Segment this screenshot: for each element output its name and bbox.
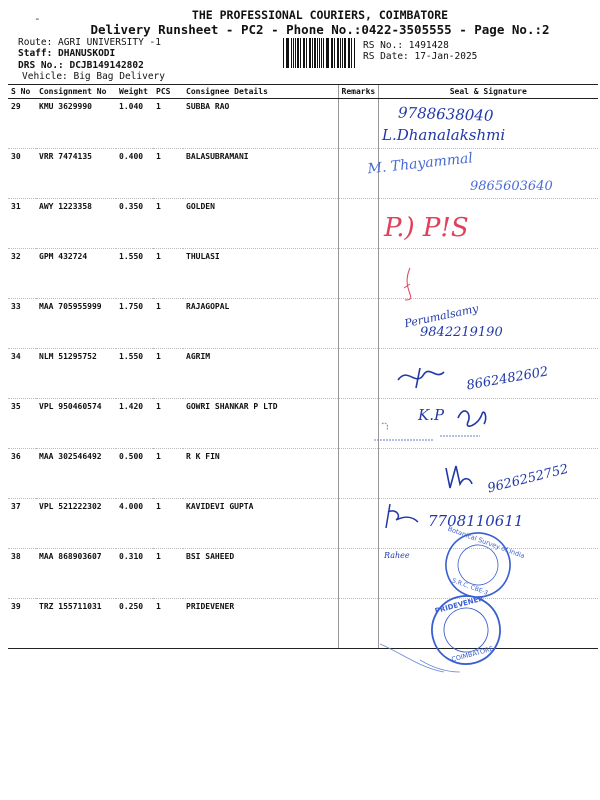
barcode-bar: [351, 38, 352, 68]
cell-sno: 31: [8, 199, 36, 249]
cell-remarks: [338, 449, 378, 499]
rs-number: RS No.: 1491428: [363, 40, 449, 51]
col-pcs: PCS: [153, 85, 183, 99]
cell-consignment: MAA 302546492: [36, 449, 116, 499]
barcode-bar: [310, 38, 311, 68]
r29-phone-handwriting: 9788638040: [397, 103, 494, 125]
cell-pcs: 1: [153, 299, 183, 349]
cell-remarks: [338, 199, 378, 249]
col-signature: Seal & Signature: [378, 85, 598, 99]
cell-weight: 0.250: [116, 599, 153, 649]
company-title: THE PROFESSIONAL COURIERS, COIMBATORE: [191, 8, 449, 22]
cell-consignment: MAA 705955999: [36, 299, 116, 349]
cell-consignee: RAJAGOPAL: [183, 299, 338, 349]
table-row: [8, 599, 598, 649]
cell-pcs: 1: [153, 549, 183, 599]
cell-pcs: 1: [153, 349, 183, 399]
r33-phone-handwriting: 9842219190: [420, 325, 503, 340]
cell-pcs: 1: [153, 149, 183, 199]
barcode-bar: [319, 38, 320, 68]
cell-remarks: [338, 149, 378, 199]
cell-remarks: [338, 549, 378, 599]
cell-weight: 0.310: [116, 549, 153, 599]
cell-consignment: MAA 868903607: [36, 549, 116, 599]
table-row: [8, 99, 598, 149]
cell-sno: 38: [8, 549, 36, 599]
barcode-bar: [345, 38, 346, 68]
cell-sno: 30: [8, 149, 36, 199]
barcode-bar: [283, 38, 284, 68]
cell-signature: [378, 249, 598, 299]
cell-consignee: KAVIDEVI GUPTA: [183, 499, 338, 549]
table-row: [8, 249, 598, 299]
r37-phone-handwriting: 7708110611: [428, 512, 524, 530]
r30-name-handwriting: M. Thayammal: [366, 150, 474, 178]
cell-sno: 33: [8, 299, 36, 349]
cell-consignment: VRR 7474135: [36, 149, 116, 199]
cell-weight: 0.400: [116, 149, 153, 199]
col-consignment: Consignment No: [36, 85, 116, 99]
cell-pcs: 1: [153, 599, 183, 649]
cell-signature: [378, 449, 598, 499]
cell-consignment: KMU 3629990: [36, 99, 116, 149]
cell-signature: [378, 349, 598, 399]
col-consignee: Consignee Details: [183, 85, 338, 99]
cell-signature: [378, 499, 598, 549]
barcode-bar: [328, 38, 329, 68]
cell-consignment: NLM 51295752: [36, 349, 116, 399]
table-row: [8, 449, 598, 499]
r34-phone-handwriting: 8662482602: [465, 364, 550, 394]
barcode-bar: [321, 38, 322, 68]
rs-date: RS Date: 17-Jan-2025: [363, 51, 478, 62]
cell-sno: 29: [8, 99, 36, 149]
cell-weight: 1.750: [116, 299, 153, 349]
cell-consignee: BALASUBRAMANI: [183, 149, 338, 199]
cell-sno: 39: [8, 599, 36, 649]
cell-sno: 37: [8, 499, 36, 549]
barcode-bar: [332, 38, 333, 68]
table-row: [8, 299, 598, 349]
vehicle-label: Vehicle: Big Bag Delivery: [22, 71, 165, 82]
barcode: [283, 38, 355, 68]
col-remarks: Remarks: [338, 85, 378, 99]
barcode-bar: [288, 38, 289, 68]
cell-signature: [378, 549, 598, 599]
r33-name-handwriting: Perumalsamy: [403, 301, 480, 331]
cell-consignment: GPM 432724: [36, 249, 116, 299]
r35-mark-handwriting: K.P: [418, 406, 445, 424]
cell-consignee: SUBBA RAO: [183, 99, 338, 149]
cell-signature: [378, 599, 598, 649]
col-weight: Weight: [116, 85, 153, 99]
cell-consignment: VPL 521222302: [36, 499, 116, 549]
r36-phone-handwriting: 9626252752: [486, 461, 570, 497]
barcode-bar: [304, 38, 305, 68]
barcode-bar: [338, 38, 339, 68]
cell-consignee: AGRIM: [183, 349, 338, 399]
cell-signature: [378, 299, 598, 349]
cell-consignee: GOWRI SHANKAR P LTD: [183, 399, 338, 449]
cell-weight: 4.000: [116, 499, 153, 549]
table-row: [8, 549, 598, 599]
r30-phone-handwriting: 9865603640: [470, 179, 553, 194]
r29-name-handwriting: L.Dhanalakshmi: [382, 126, 506, 144]
cell-pcs: 1: [153, 399, 183, 449]
staff-label: Staff: DHANUSKODI: [18, 48, 116, 59]
table-row: [8, 199, 598, 249]
cell-remarks: [338, 399, 378, 449]
table-row: [8, 499, 598, 549]
cell-consignment: VPL 950460574: [36, 399, 116, 449]
cell-consignee: THULASI: [183, 249, 338, 299]
stamp-text: Botanical Survey of India: [446, 524, 526, 561]
barcode-bar: [344, 38, 345, 68]
cell-signature: [378, 399, 598, 449]
cell-weight: 0.350: [116, 199, 153, 249]
table-row: [8, 399, 598, 449]
cell-pcs: 1: [153, 199, 183, 249]
cell-weight: 1.550: [116, 349, 153, 399]
cell-consignee: BSI SAHEED: [183, 549, 338, 599]
cell-remarks: [338, 249, 378, 299]
corner-mark: -: [34, 12, 41, 25]
barcode-bar: [300, 38, 301, 68]
drs-label: DRS No.: DCJB149142802: [18, 60, 144, 71]
cell-signature: [378, 199, 598, 249]
cell-pcs: 1: [153, 99, 183, 149]
cell-remarks: [338, 349, 378, 399]
runsheet-table: [8, 84, 598, 649]
cell-pcs: 1: [153, 499, 183, 549]
cell-consignment: AWY 1223358: [36, 199, 116, 249]
cell-sno: 36: [8, 449, 36, 499]
cell-sno: 35: [8, 399, 36, 449]
cell-remarks: [338, 99, 378, 149]
table-header-row: [8, 85, 598, 99]
route-label: Route: AGRI UNIVERSITY -1: [18, 37, 161, 48]
cell-weight: 1.550: [116, 249, 153, 299]
col-sno: S No: [8, 85, 36, 99]
cell-consignee: GOLDEN: [183, 199, 338, 249]
stamp-subtext: S.R.C. CBE-3: [451, 577, 489, 597]
cell-weight: 0.500: [116, 449, 153, 499]
cell-remarks: [338, 599, 378, 649]
cell-weight: 1.040: [116, 99, 153, 149]
cell-sno: 32: [8, 249, 36, 299]
r31-mark-handwriting: P.) P!S: [384, 213, 469, 243]
runsheet-title: Delivery Runsheet - PC2 - Phone No.:0422-3505555 - Page No.:2: [90, 22, 550, 37]
cell-pcs: 1: [153, 249, 183, 299]
table-row: [8, 349, 598, 399]
cell-signature: [378, 99, 598, 149]
cell-consignee: R K FIN: [183, 449, 338, 499]
r38-note-handwriting: Rahee: [384, 551, 410, 560]
table-row: [8, 149, 598, 199]
cell-pcs: 1: [153, 449, 183, 499]
cell-signature: [378, 149, 598, 199]
cell-consignment: TRZ 155711031: [36, 599, 116, 649]
cell-sno: 34: [8, 349, 36, 399]
cell-weight: 1.420: [116, 399, 153, 449]
cell-remarks: [338, 299, 378, 349]
cell-remarks: [338, 499, 378, 549]
stamp2-text: PRIDEVENER: [434, 594, 485, 616]
barcode-bar: [315, 38, 316, 68]
barcode-bar: [291, 38, 292, 68]
cell-consignee: PRIDEVENER: [183, 599, 338, 649]
stamp2-subtext: COIMBATORE: [450, 644, 495, 664]
barcode-bar: [298, 38, 299, 68]
